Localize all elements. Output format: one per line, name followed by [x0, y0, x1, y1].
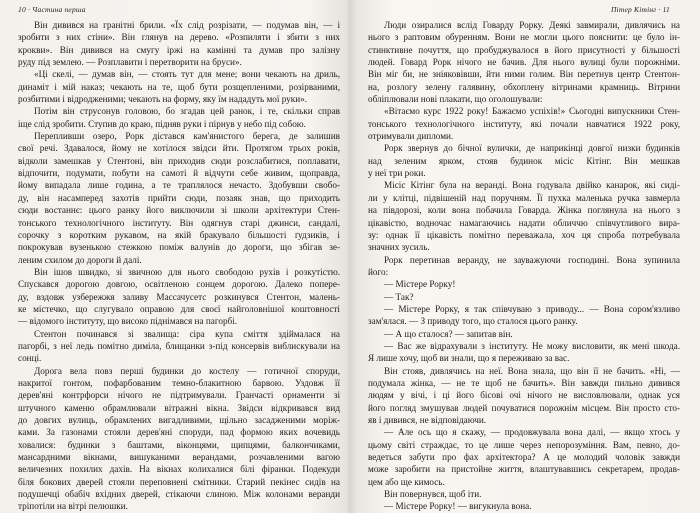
text-line: обліплювали нові плакати, що оголошували:	[368, 94, 543, 105]
text-line: — Вас же відрахували з інституту. Не можу висловити, як мені шкода.	[384, 340, 680, 351]
text-line: біля бокових дверей стояли переповнені смітники. Старий пекінес сидів на	[18, 476, 340, 487]
text-line: тонського технологічного інституту. Він одягнув старі джинси, сандалі,	[18, 217, 340, 228]
text-line: «Ці скелі, — думав він, — стоять тут для мене; вони чекають на дриль,	[34, 69, 340, 80]
text-line: — Містере Рорку!	[384, 279, 456, 290]
right-page	[350, 0, 700, 513]
text-line: йому випадала лише година, а те траплялося нечасто. Здобувши свобо-	[18, 180, 340, 191]
text-line: динаміт і мій наказ; чекають на те, щоб бути розщепленими, розірваними,	[18, 81, 340, 92]
text-line: Люди озиралися вслід Говарду Рорку. Деякі завмирали, дивлячись на	[384, 20, 680, 30]
text-line: сюди востаннє: цього ранку його виключили зі школи архітектури Стен-	[18, 205, 340, 216]
text-line: ке містечко, що слугувало оправою для своєї найголовнішої коштовності	[18, 303, 340, 314]
text-line: накритої гонтом, пофарбованим темно-блакитною барвою. Уздовж її	[18, 377, 340, 388]
text-line: Рорк звернув до бічної вулички, де наприкінці довгої низки будинків	[384, 143, 680, 154]
text-line: ду, вздовж узбережжя заливу Массачусетс розкинувся Стентон, малень-	[18, 291, 340, 302]
text-line: пагорбі, з неї ледь помітно диміла, блищанки з-під консервів виблискували на	[18, 340, 340, 351]
text-line: до довгих вулиць, обрамлених вигадливими, щільно засадженими моріж-	[18, 415, 340, 425]
text-line: «Вітаємо курс 1922 року! Бажаємо успіхів!» Сьогодні випускники Стен-	[384, 106, 680, 117]
text-line: Я лише хочу, щоб ви знали, що я переживаю за вас.	[368, 353, 570, 364]
text-line: — Так?	[384, 291, 414, 302]
text-line: тонського технологічного інституту, які почали навчатися 1922 року,	[368, 118, 680, 129]
text-line: величезних похилих дахів. На вікнах колихалися білі фіранки. Подекуди	[18, 464, 340, 475]
text-line: Стентон починався зі звалища: сіра купа сміття здіймалася на	[34, 328, 340, 339]
text-line: подушечці обабіч вхідних дверей, стікаючи слиною. Між колонами веранди	[18, 489, 340, 500]
text-line: значних зусиль.	[368, 242, 430, 253]
text-line: ховалися: будинки з баштами, віконцями, щипцями, балкончиками,	[18, 439, 340, 450]
left-running-header: 10 · Частина перша	[18, 5, 86, 14]
text-line: леним схилом до дороги й далі.	[18, 254, 142, 265]
text-line: тріпотіли на вітрі пелюшки.	[18, 501, 128, 512]
text-line: стинктивне почуття, що пробуджувалося в його присутності у більшості	[368, 44, 680, 55]
text-line: Він дивився на гранітні брили. «Їх слід розрізати, — подумав він, — і	[34, 20, 340, 30]
text-line: крокви». Він дивився на смугу іржі на камінні та думав про залізну	[18, 44, 340, 55]
text-line: Місіс Кітінг була на веранді. Вона годувала двійко канарок, які сиді-	[384, 180, 680, 191]
text-line: Спускався дорогою довгою, освітленою сонцем дорогою. Далеко попере-	[18, 279, 340, 290]
text-line: над зеленим ярком, стояв будинок місіс Кітінг. Він мешкав	[368, 155, 680, 166]
text-line: розбитими і відродженими; чекають на форму, яку їм нададуть мої руки».	[18, 94, 308, 105]
text-line: покрокував вузенькою стежкою поміж валунів до дороги, що збігав зе-	[18, 242, 340, 253]
text-line: його погляд змушував людей почуватися порожнім місцем. Він просто сто-	[368, 402, 680, 413]
text-line: сонці.	[18, 353, 42, 364]
text-line: відколи замешкав у Стентоні, він приходив сюди розслабитися, поплавати,	[18, 155, 340, 166]
text-line: цьому світі страждає, то це лише через непорозуміння. Вам, певно, до-	[368, 439, 680, 450]
text-line: дерев'яні контрфорси нічого не підтримували. Гранчасті орнаменти зі	[18, 390, 340, 401]
right-body-text	[368, 19, 680, 513]
text-line: ведеться забути про фах архітектора? А це молодий чоловік завжди	[368, 452, 680, 463]
text-line: ли у клітці, підвішеній над поручням. Її пухка маленька ручка завмерла	[368, 192, 680, 203]
text-line: відпочити, подумати, побути на самоті й відчути себе живим, щоправда,	[18, 168, 340, 179]
text-line: — відомого інституту, що високо піднімався на пагорбі.	[18, 316, 238, 327]
text-line: яв і дивився, не відповідаючи.	[368, 415, 487, 425]
text-line: руду під землею. — Розплавити і перетворити на бруси».	[18, 57, 242, 68]
text-line: зу: однак її цікавість помітно переважала, хоч ця спроба потребувала	[368, 229, 680, 240]
text-line: — А що сталося? — запитав він.	[384, 328, 513, 339]
text-line: — Містере Рорку, я так співчуваю з приводу... — Вона сором'язливо	[384, 303, 680, 314]
text-line: Він міг би, не зніяковівши, йти ними голим. Він перетнув центр Стентон-	[368, 69, 680, 80]
text-line: отримували дипломи.	[368, 131, 454, 142]
text-line: свої речі. Здавалося, йому не хотілося звідси йти. Протягом трьох років,	[18, 143, 340, 154]
text-line: — Але ось що я скажу, — продовжувала вона далі, — якщо хтось у	[384, 427, 680, 438]
text-line: Він повернувся, щоб іти.	[384, 489, 482, 500]
right-running-header: Пітер Кітінг · 11	[610, 5, 670, 14]
text-line: Він стояв, дивлячись на неї. Вона знала, що він її не бачить. «Ні, —	[384, 365, 680, 376]
text-line: ками. За газонами стояли дерев'яні споруди, пад формою яких вочевидь	[18, 427, 340, 438]
left-body-text	[18, 19, 340, 513]
text-line: цікавістю, водночас намагаючись надати обличчю співчутливого вира-	[368, 217, 680, 228]
text-line: людям у вічі, і ці його бісові очі нічого не висловлювали, однак уся	[368, 390, 680, 401]
text-line: людей. Говард Рорк нічого не бачив. Для нього вулиці були порожніми.	[368, 57, 680, 68]
text-line: ду, він насамперед захотів прийти сюди, позаяк знав, що приходить	[18, 192, 340, 203]
text-line: цем або ще кимось.	[368, 476, 445, 487]
text-line: сорочку з коротким рукавом, на якій бракувало більшості ґудзиків, і	[18, 229, 340, 240]
text-line: на, розлогу зелену галявину, обхоплену вітринами крамниць. Вітрини	[368, 81, 680, 92]
text-line: іще слід зробити. Ступив до краю, підняв руки і пірнув у небо під собою.	[18, 118, 306, 129]
text-line: — Містере Рорку! — вигукнула вона.	[384, 501, 532, 512]
text-line: зробити з них стіни». Він глянув на дерево. «Розпиляти і збити з них	[18, 32, 340, 43]
text-line: Перепливши озеро, Рорк дістався кам'янистого берега, де залишив	[34, 131, 340, 142]
text-line: його:	[368, 266, 389, 277]
text-line: Потім він струсонув головою, бо згадав цей ранок, і те, скільки справ	[34, 106, 340, 117]
text-line: Він ішов швидко, зі звичною для нього свободою рухів і розкутістю.	[34, 266, 340, 277]
text-line: штучного каменю обрамлювали вітражні вікна. Звідси відкривався вид	[18, 402, 340, 413]
text-line: Дорога вела повз перші будинки до костелу — готичної споруди,	[34, 365, 340, 376]
text-line: мансардними вікнами, вишуканими верандами, розчавленими вагою	[18, 452, 340, 463]
text-line: зам'ялася. — З приводу того, що сталося цього ранку.	[368, 316, 578, 327]
text-line: на півдорозі, коли вона побачила Говарда. Жінка поглянула на нього з	[368, 205, 680, 216]
text-line: може заробити на пристойне життя, влаштувавшись секретарем, продав-	[368, 464, 680, 475]
text-line: у неї три роки.	[368, 168, 426, 179]
text-line: нього з раптовим обуренням. Вони не могли цього пояснити: це було ін-	[368, 32, 680, 43]
text-line: подумала жінка, — не те щоб не бачить». Він завжди пильно дивився	[368, 377, 680, 388]
text-line: Рорк перетинав веранду, не зауважуючи господині. Вона зупинила	[384, 254, 680, 265]
